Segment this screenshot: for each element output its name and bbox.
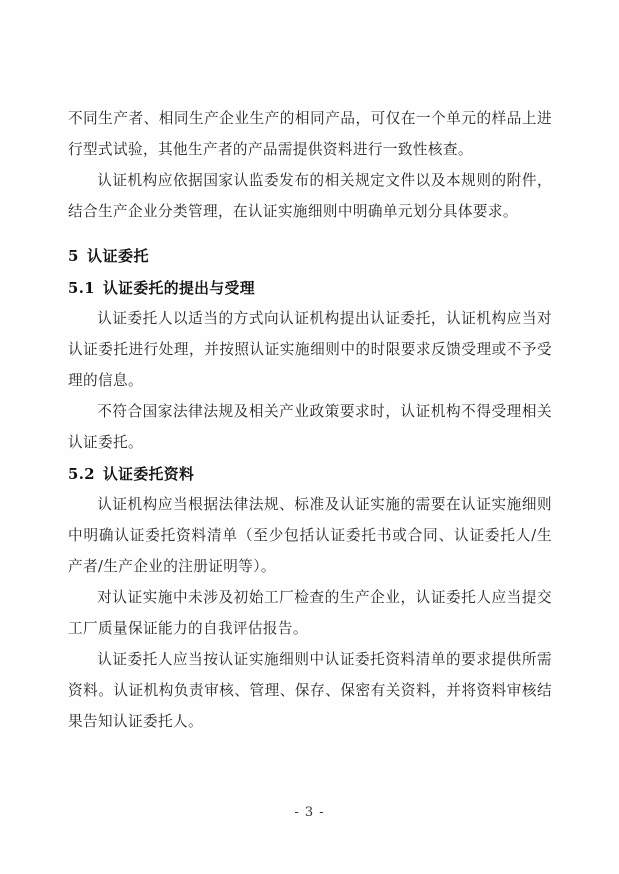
section-number-5: 5 [68, 246, 79, 265]
section-heading-5-2 [68, 459, 552, 490]
section-number-5-2: 5.2 [68, 465, 95, 483]
section-heading-5 [68, 241, 552, 273]
section-title-5: 认证委托 [86, 246, 149, 265]
paragraph-3: 认证委托人以适当的方式向认证机构提出认证委托，认证机构应当对认证委托进行处理，并按照认证实施细则中的时限要求反馈受理或不予受理的信息。 [68, 309, 552, 389]
paragraph-1: 不同生产者、相同生产企业生产的相同产品，可仅在一个单元的样品上进行型式试验，其他生产者的产品需提供资料进行一致性核查。 [68, 110, 552, 158]
paragraph-6: 对认证实施中未涉及初始工厂检查的生产企业，认证委托人应当提交工厂质量保证能力的自我评估报告。 [68, 588, 552, 637]
paragraph-4: 不符合国家法律法规及相关产业政策要求时，认证机构不得受理相关认证委托。 [68, 402, 552, 451]
paragraph-7: 认证委托人应当按认证实施细则中认证委托资料清单的要求提供所需资料。认证机构负责审核、管理、保存、保密有关资料，并将资料审核结果告知认证委托人。 [68, 650, 552, 730]
paragraph-5: 认证机构应当根据法律法规、标准及认证实施的需要在认证实施细则中明确认证委托资料清单（至少包括认证委托书或合同、认证委托人/生产者/生产企业的注册证明等）。 [68, 495, 552, 575]
section-heading-5-1 [68, 273, 552, 304]
section-title-5-1: 认证委托的提出与受理 [102, 279, 255, 297]
page-number: - 3 - [294, 805, 325, 820]
section-title-5-2: 认证委托资料 [102, 465, 195, 483]
document-body [68, 104, 552, 737]
section-number-5-1: 5.1 [68, 279, 95, 297]
spacer [68, 228, 552, 241]
paragraph-2: 认证机构应依据国家认监委发布的相关规定文件以及本规则的附件，结合生产企业分类管理，在认证实施细则中明确单元划分具体要求。 [68, 171, 552, 220]
